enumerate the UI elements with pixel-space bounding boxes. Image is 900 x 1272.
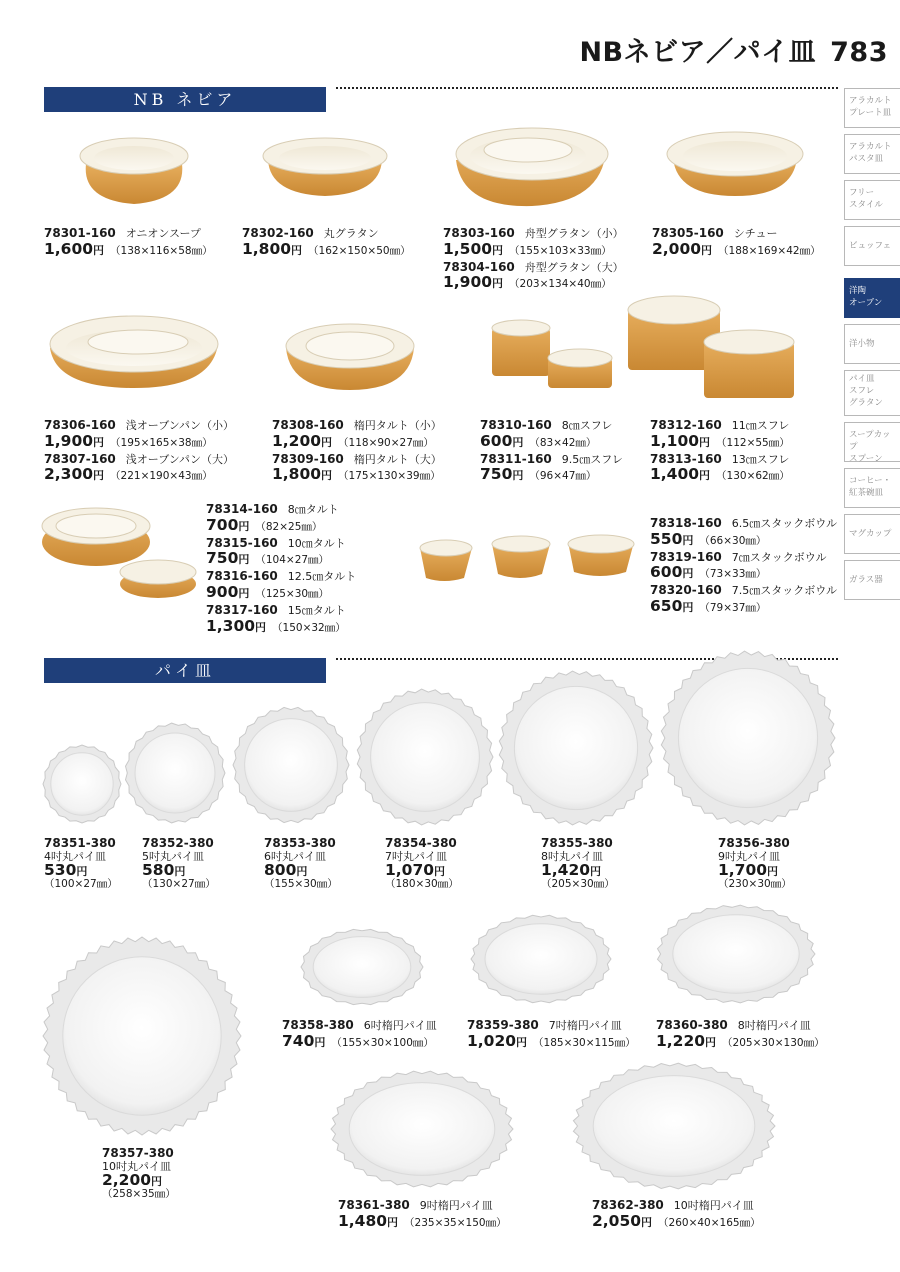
product-price: 1,800 (242, 239, 292, 258)
pie-dish-10in-image (42, 936, 242, 1136)
yen-unit: 円 (641, 1215, 653, 1229)
product-size: （188×169×42㎜） (718, 244, 821, 257)
product-code: 78361-380 (338, 1198, 410, 1212)
product-78353 (264, 834, 338, 890)
yen-unit: 円 (492, 243, 504, 257)
yen-unit: 円 (682, 600, 694, 614)
yen-unit: 円 (238, 586, 250, 600)
product-size: （104×27㎜） (255, 554, 330, 567)
stack-bowl-image (414, 536, 640, 586)
yen-unit: 円 (93, 243, 105, 257)
product-code: 78362-380 (592, 1198, 664, 1212)
product-78354 (385, 834, 459, 890)
product-name: 13㎝スフレ (731, 452, 790, 466)
oval-pie-dish-7in-image (470, 914, 612, 1004)
yen-unit: 円 (767, 865, 779, 879)
product-code: 78301-160 (44, 226, 116, 240)
yen-unit: 円 (321, 469, 333, 483)
sidebar-tab-label: スープカップ スプーン (849, 430, 891, 464)
sidebar-tab-label: アラカルト パスタ皿 (849, 142, 892, 164)
product-code: 78308-160 (272, 418, 344, 432)
product-code: 78351-380 (44, 836, 116, 850)
pie-dish-4in-image (42, 744, 122, 824)
yen-unit: 円 (512, 469, 524, 483)
product-size: （66×30㎜） (699, 534, 767, 547)
sidebar-tab-pie-souffle-gratin[interactable] (844, 370, 900, 416)
stew-dish-image (665, 128, 805, 198)
yen-unit: 円 (512, 435, 524, 449)
product-price: 750 (206, 549, 239, 568)
product-name: 9吋丸パイ皿 (718, 849, 780, 863)
product-size: （205×30×130㎜） (722, 1036, 825, 1049)
product-size: （112×55㎜） (716, 436, 790, 449)
product-name: 舟型グラタン（小） (524, 227, 624, 240)
onion-soup-bowl-image (78, 134, 190, 206)
product-78359 (467, 1016, 636, 1050)
product-size: （258×35㎜） (102, 1188, 176, 1201)
product-price: 1,300 (206, 616, 256, 635)
souffle-dish-large-image (624, 292, 796, 402)
product-code: 78355-380 (541, 836, 613, 850)
product-price: 1,700 (718, 861, 768, 880)
product-name: 7吋楕円パイ皿 (548, 1019, 622, 1032)
sidebar-tab-label: 洋小物 (849, 339, 875, 349)
product-size: （100×27㎜） (44, 878, 118, 891)
yen-unit: 円 (590, 865, 602, 879)
product-name: 11㎝スフレ (731, 419, 790, 432)
product-code: 78313-160 (650, 451, 722, 466)
product-name: 12.5㎝タルト (287, 570, 357, 584)
sidebar-tab-label: コーヒー・ 紅茶碗皿 (849, 476, 892, 498)
product-name: 6吋楕円パイ皿 (363, 1019, 437, 1032)
product-price: 1,900 (443, 273, 493, 292)
product-price: 2,200 (102, 1171, 152, 1190)
product-size: （203×134×40㎜） (509, 278, 612, 291)
product-price: 600 (480, 431, 513, 450)
section-divider (336, 87, 838, 89)
product-size: （125×30㎜） (255, 587, 330, 600)
yen-unit: 円 (291, 243, 303, 257)
product-code: 78353-380 (264, 836, 336, 850)
yen-unit: 円 (174, 865, 186, 879)
product-name: 4吋丸パイ皿 (44, 849, 106, 863)
product-code: 78310-160 (480, 418, 552, 432)
product-size: （235×35×150㎜） (404, 1216, 507, 1229)
yen-unit: 円 (699, 435, 711, 449)
pie-dish-7in-image (356, 688, 494, 826)
product-name: 9.5㎝スフレ (561, 452, 623, 466)
product-size: （185×30×115㎜） (533, 1036, 636, 1049)
product-name: 丸グラタン (323, 227, 379, 240)
sidebar-tab-label: マグカップ (849, 529, 892, 539)
product-78302 (242, 224, 411, 258)
product-name: 7吋丸パイ皿 (385, 849, 447, 863)
section-header-nb-nevia: NB ネビア (44, 87, 326, 112)
yen-unit: 円 (238, 553, 250, 567)
product-code: 78320-160 (650, 583, 722, 598)
yen-unit: 円 (701, 243, 713, 257)
product-size: （155×103×33㎜） (509, 244, 612, 257)
page-number: 783 (830, 37, 888, 68)
sidebar-tab-a-la-carte-plate[interactable] (844, 88, 900, 128)
product-price: 700 (206, 515, 239, 534)
product-price: 2,000 (652, 239, 702, 258)
product-price: 740 (282, 1031, 315, 1050)
yen-unit: 円 (682, 533, 694, 547)
product-name: 10吋楕円パイ皿 (673, 1199, 754, 1212)
product-price: 600 (650, 563, 683, 582)
product-code: 78354-380 (385, 836, 457, 850)
product-code: 78359-380 (467, 1018, 539, 1032)
product-name: 浅オーブンパン（小） (125, 419, 235, 432)
product-price: 550 (650, 529, 683, 548)
product-code: 78319-160 (650, 549, 722, 564)
tart-dish-stack-image (40, 500, 200, 600)
product-78355 (541, 834, 615, 890)
product-size: （73×33㎜） (699, 568, 767, 581)
product-price: 2,050 (592, 1211, 642, 1230)
product-code: 78304-160 (443, 259, 515, 274)
sidebar-tab-glassware[interactable] (844, 560, 900, 600)
product-size: （260×40×165㎜） (658, 1216, 761, 1229)
product-name: 6.5㎝スタックボウル (731, 517, 837, 530)
product-name: 9吋楕円パイ皿 (419, 1199, 493, 1212)
product-price: 1,420 (541, 861, 591, 880)
pie-dish-5in-image (124, 722, 226, 824)
product-code: 78315-160 (206, 535, 278, 550)
yen-unit: 円 (238, 519, 250, 533)
product-78303 (443, 224, 624, 291)
product-code: 78316-160 (206, 569, 278, 584)
product-78301 (44, 224, 213, 258)
boat-gratin-dish-image (452, 120, 608, 210)
sidebar-tab-label: フリー スタイル (849, 188, 883, 210)
product-name: 5吋丸パイ皿 (142, 849, 204, 863)
yen-unit: 円 (321, 435, 333, 449)
product-size: （150×32㎜） (272, 621, 346, 634)
sidebar-tab-mug[interactable] (844, 514, 900, 554)
product-size: （205×30㎜） (541, 878, 615, 891)
product-price: 530 (44, 861, 77, 880)
pie-dish-6in-image (232, 706, 350, 824)
product-price: 750 (480, 465, 513, 484)
product-78351 (44, 834, 118, 890)
yen-unit: 円 (705, 1035, 717, 1049)
sidebar-tab-coffee-tea[interactable] (844, 468, 900, 508)
product-size: （82×25㎜） (255, 520, 323, 533)
product-price: 1,200 (272, 431, 322, 450)
product-size: （155×30×100㎜） (331, 1036, 434, 1049)
product-size: （130×27㎜） (142, 878, 216, 891)
sidebar-tab-label: パイ皿 スフレ グラタン (849, 374, 883, 408)
product-price: 800 (264, 861, 297, 880)
product-78352 (142, 834, 216, 890)
yen-unit: 円 (434, 865, 446, 879)
sidebar-tab-label: 洋陶 オーブン (849, 286, 883, 308)
product-name: 7.5㎝スタックボウル (731, 584, 837, 598)
page-title (579, 30, 888, 69)
yen-unit: 円 (76, 865, 88, 879)
product-code: 78314-160 (206, 502, 278, 516)
product-name: 8吋丸パイ皿 (541, 849, 603, 863)
product-code: 78307-160 (44, 451, 116, 466)
sidebar-tab-western-oven[interactable] (844, 278, 900, 318)
product-name: 8㎝スフレ (561, 419, 613, 432)
product-price: 1,800 (272, 465, 322, 484)
oval-pie-dish-6in-image (300, 928, 424, 1006)
oval-tart-dish-image (282, 318, 418, 392)
product-price: 1,070 (385, 861, 435, 880)
product-name: 楕円タルト（大） (353, 452, 442, 466)
product-78310 (480, 416, 623, 483)
product-size: （138×116×58㎜） (110, 244, 213, 257)
product-code: 78357-380 (102, 1146, 174, 1160)
product-size: （180×30㎜） (385, 878, 459, 891)
product-name: 8㎝タルト (287, 503, 339, 516)
product-name: 楕円タルト（小） (353, 419, 442, 432)
product-code: 78356-380 (718, 836, 790, 850)
section-header-pie-dish: パイ皿 (44, 658, 326, 683)
product-size: （130×62㎜） (716, 470, 790, 483)
product-name: 浅オーブンパン（大） (125, 452, 235, 466)
yen-unit: 円 (387, 1215, 399, 1229)
product-code: 78309-160 (272, 451, 344, 466)
product-78361 (338, 1196, 507, 1230)
pie-dish-9in-image (660, 650, 836, 826)
shallow-oven-pan-image (46, 308, 222, 390)
product-name: 舟型グラタン（大） (524, 260, 624, 274)
product-size: （195×165×38㎜） (110, 436, 213, 449)
sidebar-tab-free-style[interactable] (844, 180, 900, 220)
sidebar-tab-buffet[interactable] (844, 226, 900, 266)
yen-unit: 円 (699, 469, 711, 483)
oval-pie-dish-9in-image (330, 1070, 514, 1188)
yen-unit: 円 (314, 1035, 326, 1049)
product-price: 580 (142, 861, 175, 880)
product-78358 (282, 1016, 437, 1050)
product-code: 78317-160 (206, 602, 278, 617)
yen-unit: 円 (296, 865, 308, 879)
product-price: 1,600 (44, 239, 94, 258)
product-size: （79×37㎜） (699, 601, 767, 614)
product-price: 1,900 (44, 431, 94, 450)
product-price: 2,300 (44, 465, 94, 484)
product-price: 1,020 (467, 1031, 517, 1050)
product-name: 6吋丸パイ皿 (264, 849, 326, 863)
page-title-text: NBネビア／パイ皿 (579, 37, 817, 68)
product-78360 (656, 1016, 825, 1050)
product-price: 1,100 (650, 431, 700, 450)
product-price: 1,500 (443, 239, 493, 258)
product-code: 78358-380 (282, 1018, 354, 1032)
yen-unit: 円 (151, 1175, 163, 1189)
product-name: 10吋丸パイ皿 (102, 1159, 171, 1173)
product-name: 7㎝スタックボウル (731, 550, 827, 564)
yen-unit: 円 (93, 469, 105, 483)
product-size: （155×30㎜） (264, 878, 338, 891)
product-size: （118×90×27㎜） (338, 436, 434, 449)
yen-unit: 円 (93, 435, 105, 449)
yen-unit: 円 (255, 620, 267, 634)
product-size: （96×47㎜） (529, 470, 597, 483)
product-size: （162×150×50㎜） (308, 244, 411, 257)
product-code: 78305-160 (652, 226, 724, 240)
product-78308 (272, 416, 442, 483)
product-price: 650 (650, 596, 683, 615)
product-code: 78360-380 (656, 1018, 728, 1032)
sidebar-tab-label: ガラス器 (849, 575, 883, 585)
product-78305 (652, 224, 821, 258)
product-price: 1,480 (338, 1211, 388, 1230)
product-size: （221×190×43㎜） (110, 470, 213, 483)
product-size: （230×30㎜） (718, 878, 792, 891)
product-size: （83×42㎜） (529, 436, 597, 449)
product-name: 15㎝タルト (287, 603, 346, 617)
oval-pie-dish-10in-image (572, 1062, 776, 1190)
product-code: 78352-380 (142, 836, 214, 850)
product-code: 78318-160 (650, 516, 722, 530)
round-gratin-dish-image (262, 134, 388, 198)
product-78314-78317 (206, 500, 356, 634)
product-code: 78311-160 (480, 451, 552, 466)
product-price: 1,400 (650, 465, 700, 484)
product-78312 (650, 416, 790, 483)
product-size: （175×130×39㎜） (338, 470, 441, 483)
product-name: 8吋楕円パイ皿 (737, 1019, 811, 1032)
product-name: 10㎝タルト (287, 536, 346, 550)
product-code: 78302-160 (242, 226, 314, 240)
oval-pie-dish-8in-image (656, 904, 816, 1004)
product-price: 1,220 (656, 1031, 706, 1050)
product-78362 (592, 1196, 761, 1230)
product-78318-78320 (650, 514, 837, 615)
sidebar-tab-label: アラカルト プレート皿 (849, 96, 892, 118)
product-code: 78312-160 (650, 418, 722, 432)
yen-unit: 円 (492, 277, 504, 291)
product-code: 78306-160 (44, 418, 116, 432)
product-name: シチュー (733, 227, 778, 240)
sidebar-tab-a-la-carte-pasta[interactable] (844, 134, 900, 174)
product-78306 (44, 416, 234, 483)
product-78357 (102, 1144, 176, 1200)
yen-unit: 円 (682, 567, 694, 581)
product-78356 (718, 834, 792, 890)
yen-unit: 円 (516, 1035, 528, 1049)
product-price: 900 (206, 582, 239, 601)
product-name: オニオンスープ (125, 227, 201, 240)
sidebar-tab-label: ビュッフェ (849, 241, 892, 251)
pie-dish-8in-image (498, 670, 654, 826)
product-code: 78303-160 (443, 226, 515, 240)
souffle-dish-small-image (488, 318, 618, 390)
sidebar-tab-western-small[interactable] (844, 324, 900, 364)
sidebar-tab-soup-cup[interactable] (844, 422, 900, 462)
